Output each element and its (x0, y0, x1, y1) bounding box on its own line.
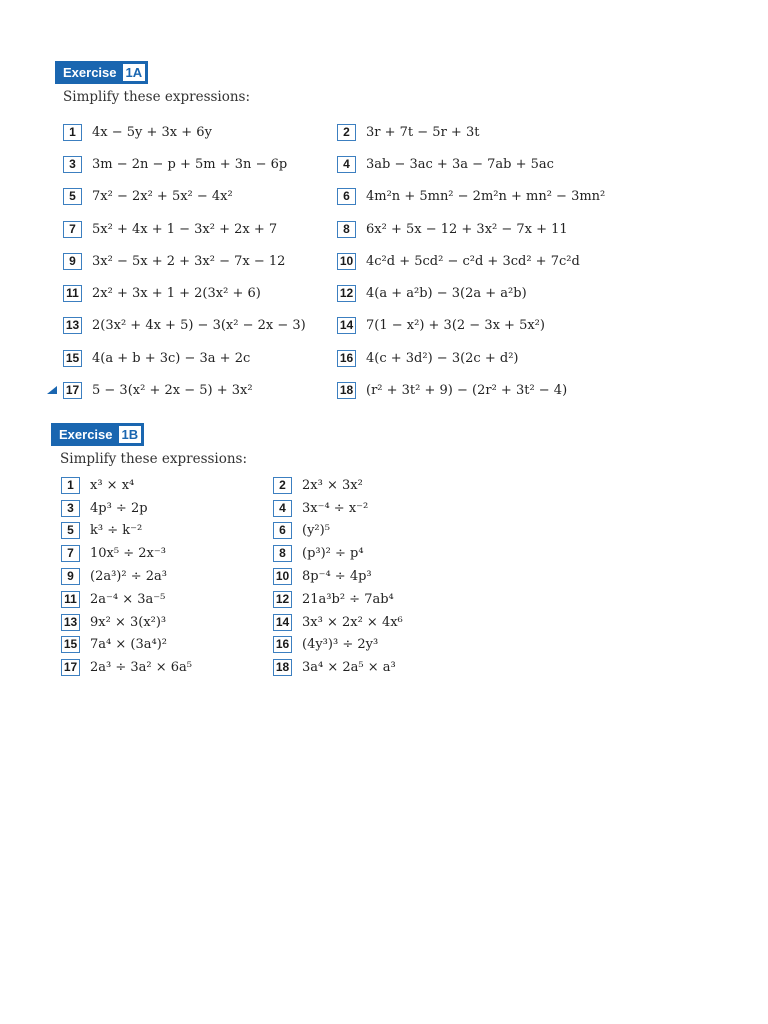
question-expression: 2a⁻⁴ × 3a⁻⁵ (90, 591, 166, 607)
question-number-box: 6 (337, 188, 356, 205)
question-number-box: 16 (273, 636, 292, 653)
question-item (337, 277, 637, 309)
question-number-box: 12 (273, 591, 292, 608)
question-item (337, 181, 637, 213)
question-item (273, 520, 473, 543)
question-number-box: 15 (61, 636, 80, 653)
question-number-box: 13 (61, 614, 80, 631)
question-item (61, 497, 273, 520)
question-expression: 3m − 2n − p + 5m + 3n − 6p (92, 156, 288, 172)
question-expression: 4x − 5y + 3x + 6y (92, 124, 212, 140)
question-number-box: 2 (337, 124, 356, 141)
question-number-box: 14 (273, 614, 292, 631)
question-expression: (y²)⁵ (302, 523, 330, 539)
exercise-1b-instruction: Simplify these expressions: (60, 451, 248, 467)
exercise-1b-header (51, 423, 144, 446)
question-expression: 7x² − 2x² + 5x² − 4x² (92, 189, 233, 205)
question-number-box: 7 (61, 545, 80, 562)
question-item (61, 634, 273, 657)
question-item (337, 213, 637, 245)
question-item (61, 656, 273, 679)
question-expression: (r² + 3t² + 9) − (2r² + 3t² − 4) (366, 383, 568, 399)
question-item (63, 277, 337, 309)
exercise-1b-word: Exercise (59, 427, 113, 442)
question-item (273, 474, 473, 497)
exercise-1b-code: 1B (119, 426, 142, 443)
question-expression: 3x³ × 2x² × 4x⁶ (302, 614, 403, 630)
question-number-box: 18 (273, 659, 292, 676)
question-expression: 10x⁵ ÷ 2x⁻³ (90, 546, 166, 562)
question-item (273, 611, 473, 634)
question-item (273, 497, 473, 520)
question-number-box: 5 (63, 188, 82, 205)
question-item (273, 542, 473, 565)
question-item (63, 116, 337, 148)
question-expression: 4(a + b + 3c) − 3a + 2c (92, 350, 251, 366)
question-item (63, 374, 337, 406)
question-item (337, 342, 637, 374)
question-item (61, 611, 273, 634)
question-number-box: 11 (63, 285, 82, 302)
question-expression: 3a⁴ × 2a⁵ × a³ (302, 660, 396, 676)
question-expression: 3ab − 3ac + 3a − 7ab + 5ac (366, 156, 554, 172)
question-number-box: 2 (273, 477, 292, 494)
question-number-box: 17 (63, 382, 82, 399)
question-expression: 2x² + 3x + 1 + 2(3x² + 6) (92, 286, 261, 302)
question-number-box: 9 (63, 253, 82, 270)
question-item (273, 656, 473, 679)
question-item (273, 588, 473, 611)
question-number-box: 9 (61, 568, 80, 585)
question-item (337, 310, 637, 342)
question-item (61, 542, 273, 565)
question-expression: 7a⁴ × (3a⁴)² (90, 637, 167, 653)
question-number-box: 1 (63, 124, 82, 141)
question-item (337, 148, 637, 180)
exercise-1a-instruction: Simplify these expressions: (63, 89, 251, 105)
question-number-box: 11 (61, 591, 80, 608)
exercise-1b-list (61, 474, 473, 679)
question-number-box: 18 (337, 382, 356, 399)
question-number-box: 10 (337, 253, 356, 270)
question-expression: 9x² × 3(x²)³ (90, 614, 167, 630)
question-item (61, 565, 273, 588)
question-number-box: 16 (337, 350, 356, 367)
exercise-1a-code: 1A (123, 64, 146, 81)
question-item (337, 116, 637, 148)
question-item (273, 634, 473, 657)
question-item (63, 310, 337, 342)
question-expression: x³ × x⁴ (90, 477, 135, 493)
question-expression: 3x² − 5x + 2 + 3x² − 7x − 12 (92, 253, 286, 269)
question-expression: 8p⁻⁴ ÷ 4p³ (302, 569, 372, 585)
question-expression: 4p³ ÷ 2p (90, 500, 148, 516)
question-number-box: 15 (63, 350, 82, 367)
question-expression: 4(c + 3d²) − 3(2c + d²) (366, 350, 519, 366)
question-item (63, 245, 337, 277)
question-expression: 4c²d + 5cd² − c²d + 3cd² + 7c²d (366, 253, 580, 269)
question-item (61, 588, 273, 611)
question-expression: 6x² + 5x − 12 + 3x² − 7x + 11 (366, 221, 568, 237)
question-expression: 5x² + 4x + 1 − 3x² + 2x + 7 (92, 221, 278, 237)
question-number-box: 8 (273, 545, 292, 562)
question-expression: 4(a + a²b) − 3(2a + a²b) (366, 286, 527, 302)
question-number-box: 3 (63, 156, 82, 173)
question-expression: 2x³ × 3x² (302, 477, 363, 493)
question-expression: 4m²n + 5mn² − 2m²n + mn² − 3mn² (366, 189, 606, 205)
exercise-1a-list (63, 116, 637, 407)
question-item (63, 342, 337, 374)
question-expression: 7(1 − x²) + 3(2 − 3x + 5x²) (366, 318, 545, 334)
question-number-box: 1 (61, 477, 80, 494)
question-item (337, 245, 637, 277)
question-item (61, 520, 273, 543)
question-number-box: 7 (63, 221, 82, 238)
question-item (63, 148, 337, 180)
question-expression: (2a³)² ÷ 2a³ (90, 569, 167, 585)
exercise-1a-word: Exercise (63, 65, 117, 80)
question-number-box: 14 (337, 317, 356, 334)
question-item (273, 565, 473, 588)
question-number-box: 17 (61, 659, 80, 676)
question-expression: 21a³b² ÷ 7ab⁴ (302, 591, 394, 607)
question-item (61, 474, 273, 497)
question-expression: 3r + 7t − 5r + 3t (366, 124, 480, 140)
question-number-box: 4 (337, 156, 356, 173)
question-number-box: 4 (273, 500, 292, 517)
section-marker-icon (47, 386, 57, 394)
question-item (63, 181, 337, 213)
question-expression: (p³)² ÷ p⁴ (302, 546, 364, 562)
question-expression: 2(3x² + 4x + 5) − 3(x² − 2x − 3) (92, 318, 306, 334)
exercise-1a-header (55, 61, 148, 84)
question-number-box: 6 (273, 522, 292, 539)
question-expression: k³ ÷ k⁻² (90, 523, 143, 539)
question-item (337, 374, 637, 406)
question-number-box: 10 (273, 568, 292, 585)
question-number-box: 5 (61, 522, 80, 539)
question-number-box: 3 (61, 500, 80, 517)
question-expression: (4y³)³ ÷ 2y³ (302, 637, 379, 653)
question-expression: 5 − 3(x² + 2x − 5) + 3x² (92, 383, 253, 399)
question-number-box: 8 (337, 221, 356, 238)
question-number-box: 12 (337, 285, 356, 302)
question-expression: 3x⁻⁴ ÷ x⁻² (302, 500, 369, 516)
question-item (63, 213, 337, 245)
question-expression: 2a³ ÷ 3a² × 6a⁵ (90, 660, 193, 676)
question-number-box: 13 (63, 317, 82, 334)
